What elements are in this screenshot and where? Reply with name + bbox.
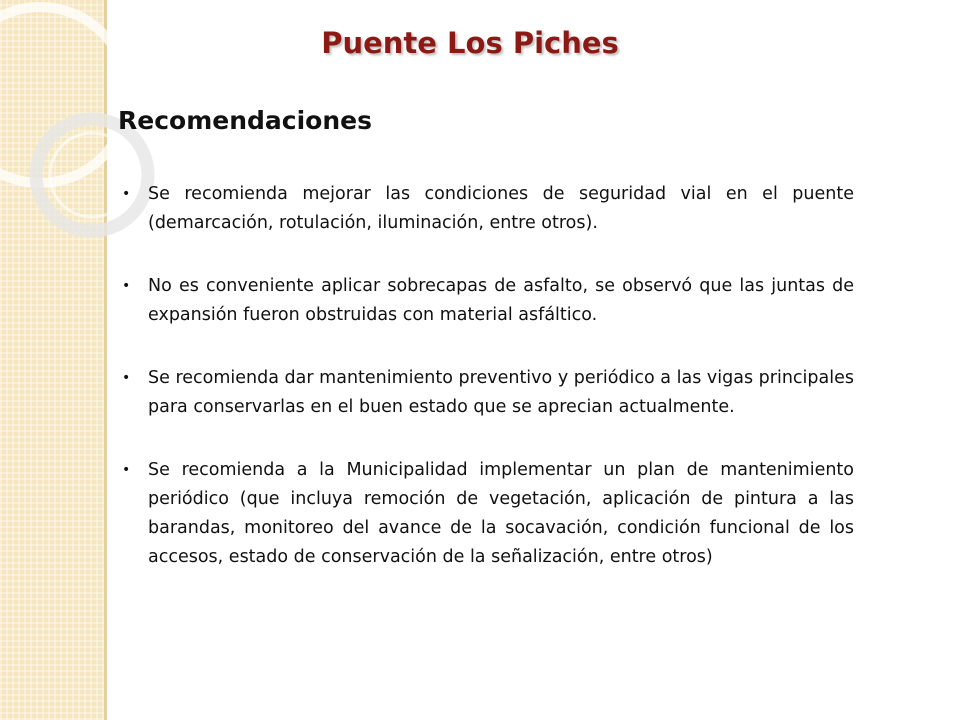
- recommendations-list: [118, 180, 854, 606]
- list-item: [118, 272, 854, 330]
- list-item-text: No es conveniente aplicar sobrecapas de asfalto, se observó que las juntas de expansión fueron obstruidas con material asfáltico.: [148, 276, 854, 325]
- list-item: [118, 456, 854, 572]
- list-item: [118, 180, 854, 238]
- bullet-icon: •: [122, 278, 131, 294]
- list-item-text: Se recomienda a la Municipalidad implementar un plan de mantenimiento periódico (que incluya remoción de vegetación, aplicación de pintura a las barandas, monitoreo del avance de la socavación, condición funcional de los accesos, estado de conservación de la señalización, entre otros): [148, 460, 854, 567]
- bullet-icon: •: [122, 186, 131, 202]
- bullet-icon: •: [122, 370, 131, 386]
- list-item: [118, 364, 854, 422]
- section-heading: Recomendaciones: [118, 106, 372, 135]
- list-item-text: Se recomienda dar mantenimiento preventivo y periódico a las vigas principales para conservarlas en el buen estado que se aprecian actualmente.: [148, 368, 854, 417]
- list-item-text: Se recomienda mejorar las condiciones de seguridad vial en el puente (demarcación, rotulación, iluminación, entre otros).: [148, 184, 854, 233]
- bullet-icon: •: [122, 462, 131, 478]
- slide-title: Puente Los Piches: [321, 26, 619, 60]
